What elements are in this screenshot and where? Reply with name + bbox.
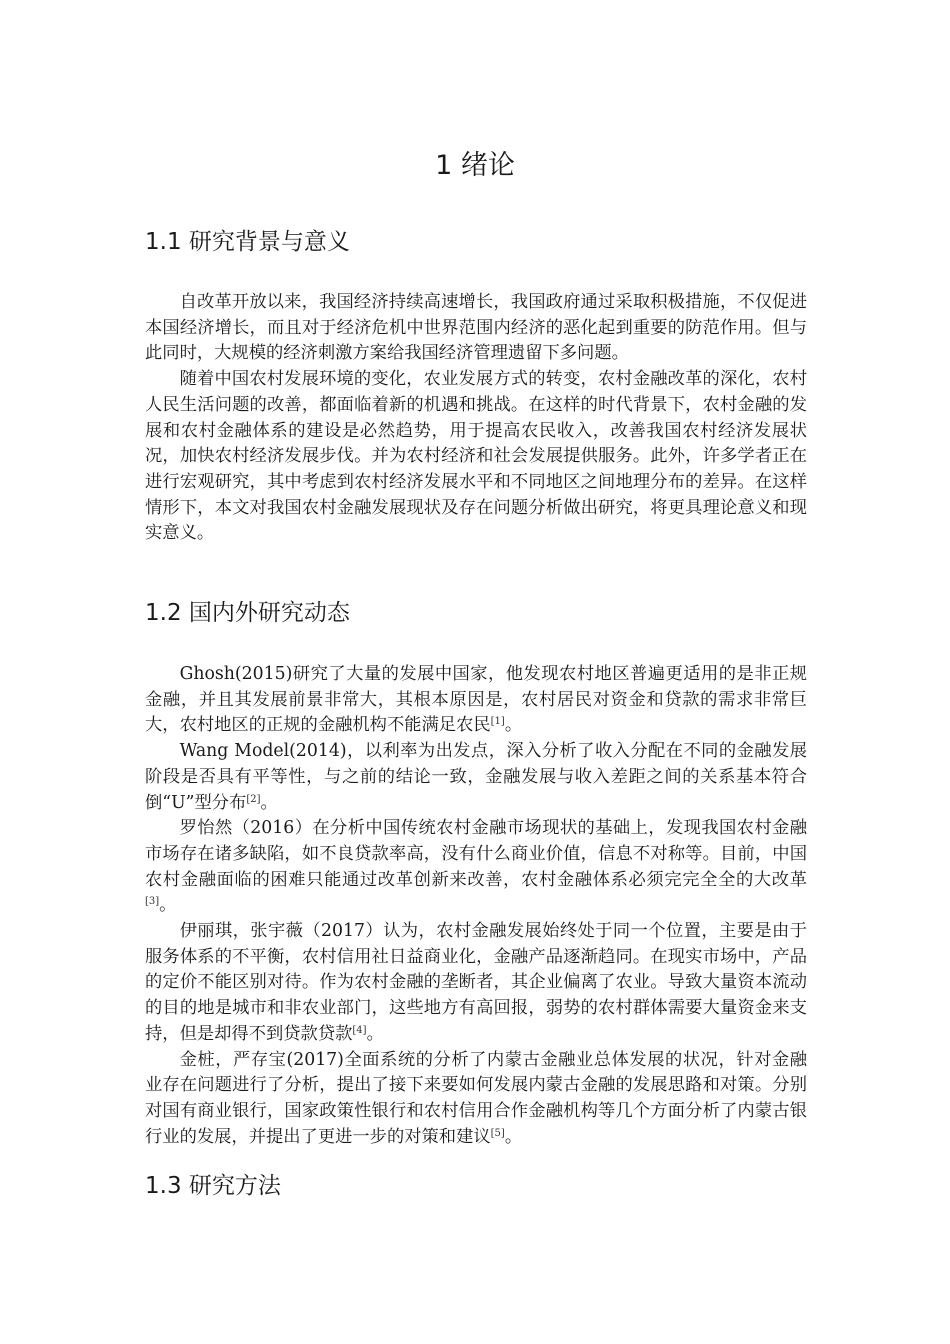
paragraph [145, 662, 807, 739]
paragraph-end: 。 [159, 895, 177, 916]
paragraph [145, 816, 807, 919]
paragraph-text: 罗怡然（2016）在分析中国传统农村金融市场现状的基础上，发现我国农村金融市场存在诸多缺陷，如不良贷款率高，没有什么商业价值，信息不对称等。目前，中国农村金融面临的困难只能通过改革创新来改善，农村金融体系必须完完全全的大改革 [145, 818, 807, 890]
paragraph-text: 伊丽琪，张宇薇（2017）认为，农村金融发展始终处于同一个位置，主要是由于服务体系的不平衡，农村信用社日益商业化，金融产品逐渐趋同。在现实市场中，产品的定价不能区别对待。作为农村金融的垄断者，其企业偏离了农业。导致大量资本流动的目的地是城市和非农业部门，这些地方有高回报，弱势的农村群体需要大量资金来支持，但是却得不到贷款贷款 [145, 921, 807, 1044]
citation-ref: [2] [246, 793, 261, 805]
paragraph-end: 。 [366, 1023, 384, 1044]
section-1-1-body [145, 290, 807, 547]
paragraph-text: Wang Model(2014)，以利率为出发点，深入分析了收入分配在不同的金融发展阶段是否具有平等性，与之前的结论一致，金融发展与收入差距之间的关系基本符合倒“U”型分布 [145, 741, 807, 813]
paragraph-end: 。 [504, 1126, 523, 1147]
paragraph: 自改革开放以来，我国经济持续高速增长，我国政府通过采取积极措施，不仅促进本国经济增长，而且对于经济危机中世界范围内经济的恶化起到重要的防范作用。但与此同时，大规模的经济刺激方案给我国经济管理遗留下多问题。 [145, 292, 807, 364]
citation-ref: [5] [490, 1127, 505, 1139]
section-title-1-1: 1.1 研究背景与意义 [145, 229, 350, 255]
chapter-title: 1 绪论 [435, 150, 515, 181]
section-1-2-body [145, 662, 807, 1150]
citation-ref: [1] [490, 716, 505, 728]
paragraph-end: 。 [504, 715, 523, 736]
section-title-1-2: 1.2 国内外研究动态 [145, 600, 350, 626]
paragraph: 随着中国农村发展环境的变化，农业发展方式的转变，农村金融改革的深化，农村人民生活问题的改善，都面临着新的机遇和挑战。在这样的时代背景下，农村金融的发展和农村金融体系的建设是必然趋势，用于提高农民收入，改善我国农村经济发展状况，加快农村经济发展步伐。并为农村经济和社会发展提供服务。此外，许多学者正在进行宏观研究，其中考虑到农村经济发展水平和不同地区之间地理分布的差异。在这样情形下，本文对我国农村金融发展现状及存在问题分析做出研究，将更具理论意义和现实意义。 [145, 369, 807, 544]
paragraph-text: 金桩，严存宝(2017)全面系统的分析了内蒙古金融业总体发展的状况，针对金融业存在问题进行了分析，提出了接下来要如何发展内蒙古金融的发展思路和对策。分别对国有商业银行，国家政策性银行和农村信用合作金融机构等几个方面分析了内蒙古银行业的发展，并提出了更进一步的对策和建议 [145, 1049, 807, 1147]
paragraph [145, 1048, 807, 1151]
citation-ref: [4] [352, 1024, 367, 1036]
paragraph-end: 。 [260, 792, 278, 813]
citation-ref: [3] [145, 896, 160, 908]
paragraph [145, 919, 807, 1048]
section-title-1-3: 1.3 研究方法 [145, 1173, 281, 1199]
paragraph [145, 739, 807, 816]
paragraph-text: Ghosh(2015)研究了大量的发展中国家，他发现农村地区普遍更适用的是非正规金融，并且其发展前景非常大，其根本原因是，农村居民对资金和贷款的需求非常巨大，农村地区的正规的金融机构不能满足农民 [145, 664, 807, 736]
